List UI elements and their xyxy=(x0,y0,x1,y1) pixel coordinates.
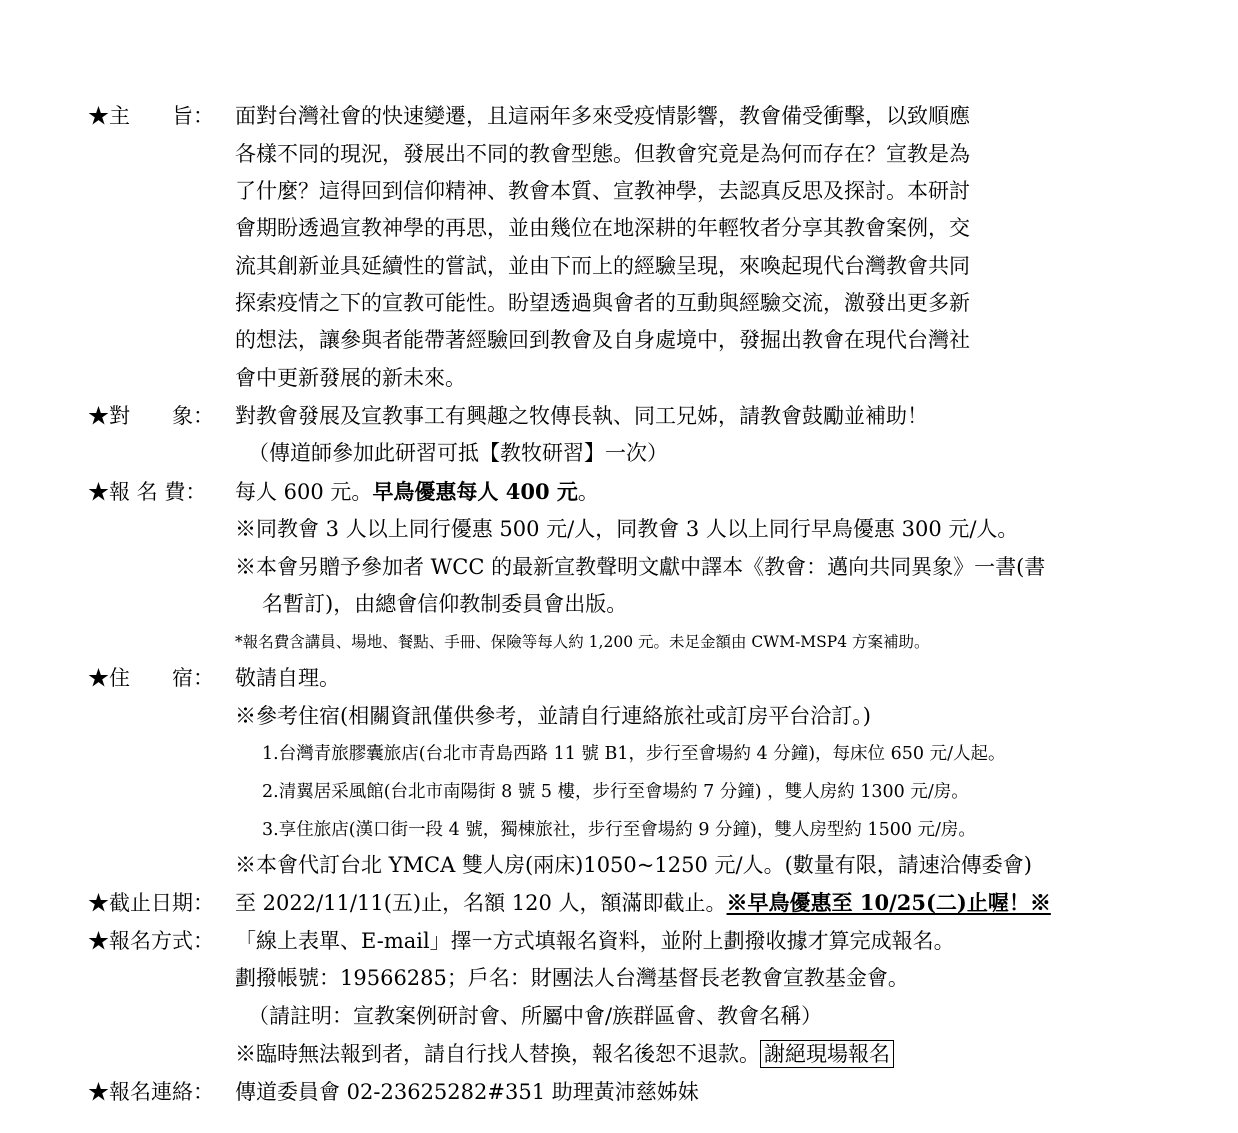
lodging-line-1: 敬請自理。 xyxy=(235,666,340,690)
audience-line-1: 對教會發展及宣教事工有興趣之牧傳長執、同工兄姊，請教會鼓勵並補助！ xyxy=(235,404,928,428)
lodging-ref-title: ※參考住宿(相關資訊僅供參考，並請自行連絡旅社或訂房平台洽訂。) xyxy=(235,704,871,728)
contact-text: 傳道委員會 02-23625282#351 助理黃沛慈姊妹 xyxy=(235,1080,699,1104)
fee-note-book-1: ※本會另贈予參加者 WCC 的最新宣教聲明文獻中譯本《教會：邁向共同異象》一書(書 xyxy=(235,555,1046,579)
purpose-line-1: 面對台灣社會的快速變遷，且這兩年多來受疫情影響，教會備受衝擊，以致順應 xyxy=(235,104,970,128)
fee-note-book-2: 名暫訂)，由總會信仰教制委員會出版。 xyxy=(262,592,628,616)
audience-line-2: （傳道師參加此研習可抵【教牧研習】一次） xyxy=(248,441,668,465)
purpose-line-5: 流其創新並具延續性的嘗試，並由下而上的經驗呈現，來喚起現代台灣教會共同 xyxy=(235,254,970,278)
deadline-text: 至 2022/11/11(五)止，名額 120 人，額滿即截止。 xyxy=(235,891,727,915)
method-refund-text: ※臨時無法報到者，請自行找人替換，報名後恕不退款。 xyxy=(235,1042,760,1066)
contact-label: ★報名連絡： xyxy=(88,1080,214,1104)
fee-line xyxy=(235,477,599,507)
purpose-line-6: 探索疫情之下的宣教可能性。盼望透過與會者的互動與經驗交流，激發出更多新 xyxy=(235,291,970,315)
purpose-label: ★主 旨： xyxy=(88,104,214,128)
method-account: 劃撥帳號：19566285；戶名：財團法人台灣基督長老教會宣教基金會。 xyxy=(235,966,909,990)
method-label: ★報名方式： xyxy=(88,929,214,953)
purpose-line-8: 會中更新發展的新未來。 xyxy=(235,366,466,390)
purpose-line-7: 的想法，讓參與者能帶著經驗回到教會及自身處境中，發掘出教會在現代台灣社 xyxy=(235,328,970,352)
method-remark: （請註明：宣教案例研討會、所屬中會/族群區會、教會名稱） xyxy=(248,1004,823,1028)
lodging-option-2: 2.清翼居采風館(台北市南陽街 8 號 5 樓，步行至會場約 7 分鐘) ，雙人房約 1300 元/房。 xyxy=(262,782,969,802)
audience-label: ★對 象： xyxy=(88,404,214,428)
purpose-line-2: 各樣不同的現況，發展出不同的教會型態。但教會究竟是為何而存在？宣教是為 xyxy=(235,142,970,166)
deadline-early-bird-highlight: ※早鳥優惠至 10/25(二)止喔！※ xyxy=(726,890,1051,915)
lodging-option-1: 1.台灣青旅膠囊旅店(台北市青島西路 11 號 B1，步行至會場約 4 分鐘)，每床位 650 元/人起。 xyxy=(262,744,1006,764)
deadline-label: ★截止日期： xyxy=(88,891,214,915)
lodging-ymca: ※本會代訂台北 YMCA 雙人房(兩床)1050~1250 元/人。(數量有限，請速洽傳委會) xyxy=(235,853,1032,877)
fee-label: ★報 名 費： xyxy=(88,480,207,504)
lodging-label: ★住 宿： xyxy=(88,666,214,690)
lodging-option-3: 3.享住旅店(漢口街一段 4 號，獨棟旅社，步行至會場約 9 分鐘)，雙人房型約 1500 元/房。 xyxy=(262,820,976,840)
purpose-line-3: 了什麼？這得回到信仰精神、教會本質、宣教神學，去認真反思及探討。本研討 xyxy=(235,179,970,203)
method-line-1: 「線上表單、E-mail」擇一方式填報名資料，並附上劃撥收據才算完成報名。 xyxy=(235,929,955,953)
deadline-line xyxy=(235,888,1051,918)
method-refund-line xyxy=(235,1039,894,1069)
no-walkin-box: 謝絕現場報名 xyxy=(760,1040,894,1068)
fee-early-bird: 早鳥優惠每人 400 元 xyxy=(372,479,578,504)
fee-note-group: ※同教會 3 人以上同行優惠 500 元/人，同教會 3 人以上同行早鳥優惠 300 元/人。 xyxy=(235,517,1019,541)
purpose-line-4: 會期盼透過宣教神學的再思，並由幾位在地深耕的年輕牧者分享其教會案例，交 xyxy=(235,216,970,240)
fee-footnote: *報名費含講員、場地、餐點、手冊、保險等每人約 1,200 元。未足金額由 CWM-MSP4 方案補助。 xyxy=(235,633,930,651)
fee-prefix: 每人 600 元。 xyxy=(235,480,373,504)
fee-suffix: 。 xyxy=(577,480,599,504)
